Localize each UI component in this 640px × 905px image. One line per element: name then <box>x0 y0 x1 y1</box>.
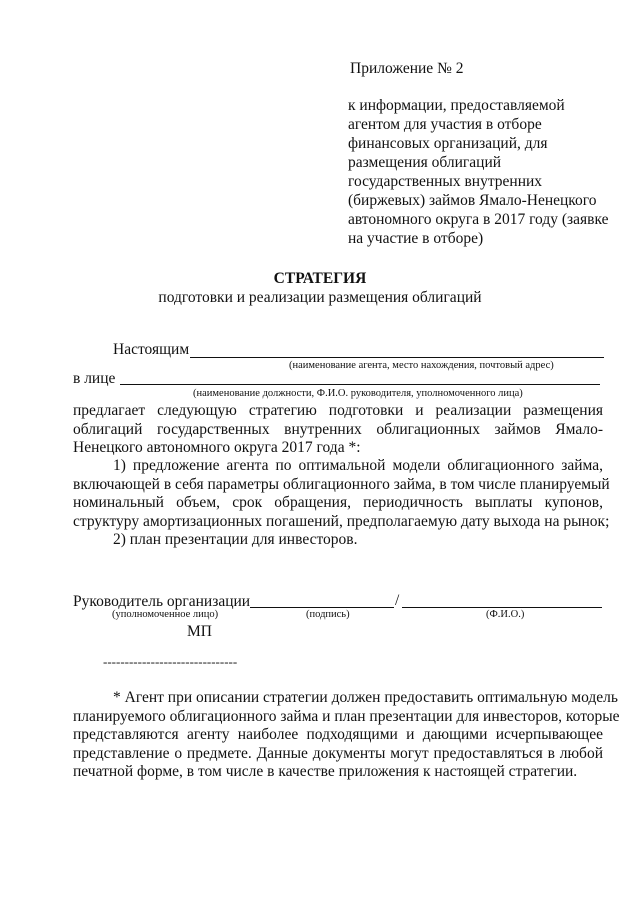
signature-slash: / <box>395 592 400 609</box>
appendix-line: к информации, предоставляемой <box>348 97 565 114</box>
item2-paragraph <box>73 531 603 550</box>
name-fill-line[interactable] <box>402 607 602 608</box>
person-caption: (наименование должности, Ф.И.О. руководителя, уполномоченного лица) <box>193 388 523 399</box>
footnote-line: представление о предмете. Данные документы могут предоставляться в любой <box>73 744 603 762</box>
intro-line: предлагает следующую стратегию подготовки и реализации размещения <box>73 402 603 419</box>
agent-caption: (наименование агента, место нахождения, почтовый адрес) <box>289 360 554 371</box>
person-label: в лице <box>73 370 116 387</box>
appendix-line: (биржевых) займов Ямало-Ненецкого <box>348 192 597 209</box>
appendix-line: финансовых организаций, для <box>348 135 548 152</box>
document-title: СТРАТЕГИЯ <box>273 270 367 287</box>
document-subtitle: подготовки и реализации размещения облигаций <box>158 289 482 306</box>
agent-label: Настоящим <box>113 341 190 358</box>
appendix-line: на участие в отборе) <box>348 230 484 247</box>
item1-line: включающей в себя параметры облигационного займа, в том числе планируемый <box>73 475 610 493</box>
footnote-line: * Агент при описании стратегии должен предоставить оптимальную модель <box>113 689 618 706</box>
appendix-line: автономного округа в 2017 году (заявке <box>348 211 609 228</box>
appendix-title: Приложение № 2 <box>350 60 464 77</box>
footnote-line: представляются агенту наиболее подходящими и дающими исчерпывающее <box>73 726 603 744</box>
footnote-line: планируемого облигационного займа и план презентации для инвесторов, которые <box>73 707 620 725</box>
item1-line: структуру амортизационных погашений, предполагаемую дату выхода на рынок; <box>73 512 610 530</box>
signature-fill-line[interactable] <box>250 607 394 608</box>
footnote-separator: ------------------------------- <box>103 654 238 669</box>
appendix-line: государственных внутренних <box>348 173 543 190</box>
intro-paragraph <box>73 402 603 458</box>
footnote <box>73 689 620 782</box>
signature-caption-sign: (подпись) <box>306 609 350 620</box>
item1-line: номинальный объем, срок обращения, периодичность выплаты купонов, <box>73 494 603 512</box>
signature-label: Руководитель организации <box>73 593 251 610</box>
signature-caption-name: (Ф.И.О.) <box>486 609 525 620</box>
person-fill-line[interactable] <box>120 384 600 385</box>
intro-line: Ненецкого автономного округа 2017 года *: <box>73 439 361 457</box>
stamp-placeholder: МП <box>187 623 212 640</box>
appendix-line: агентом для участия в отборе <box>348 116 542 133</box>
item1-line: 1) предложение агента по оптимальной модели облигационного займа, <box>113 457 603 474</box>
appendix-line: размещения облигаций <box>348 154 502 171</box>
item1-paragraph <box>73 457 610 531</box>
intro-line: облигаций государственных внутренних облигационных займов Ямало- <box>73 420 603 438</box>
footnote-line: печатной форме, в том числе в качестве приложения к настоящей стратегии. <box>73 763 578 781</box>
item2-line: 2) план презентации для инвесторов. <box>113 531 358 548</box>
agent-fill-line[interactable] <box>190 357 604 358</box>
signature-caption-person: (уполномоченное лицо) <box>112 609 219 620</box>
